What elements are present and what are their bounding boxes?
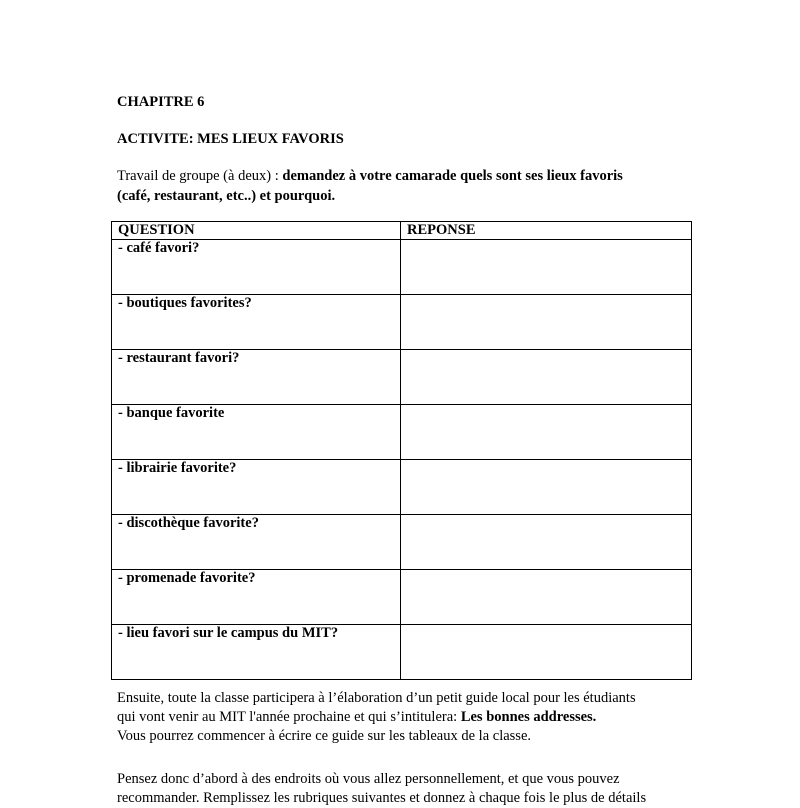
question-answer-table xyxy=(111,221,692,680)
table-row xyxy=(112,570,692,625)
guide-title: Les bonnes addresses. xyxy=(460,709,597,725)
answer-cell[interactable] xyxy=(401,405,692,460)
table-row xyxy=(112,625,692,680)
question-cell: - restaurant favori? xyxy=(112,350,401,405)
activity-title: ACTIVITE: MES LIEUX FAVORIS xyxy=(117,131,344,147)
recommend-paragraph xyxy=(117,770,757,808)
question-cell: - librairie favorite? xyxy=(112,460,401,515)
guide-line-1: Ensuite, toute la classe participera à l’élaboration d’un petit guide local pour les étudiants xyxy=(117,690,636,706)
recommend-line-2: recommander. Remplissez les rubriques suivantes et donnez à chaque fois le plus de détails xyxy=(117,790,647,806)
instructions-plain: Travail de groupe (à deux) : xyxy=(117,168,283,184)
answer-cell[interactable] xyxy=(401,570,692,625)
table-row xyxy=(112,515,692,570)
table-header-row xyxy=(112,222,692,240)
instructions-bold-2: (café, restaurant, etc..) et pourquoi. xyxy=(117,188,336,204)
answer-column-header: REPONSE xyxy=(401,222,692,240)
table-row xyxy=(112,350,692,405)
table-row xyxy=(112,460,692,515)
recommend-line-1: Pensez donc d’abord à des endroits où vous allez personnellement, et que vous pouvez xyxy=(117,771,620,787)
chapter-heading: CHAPITRE 6 xyxy=(117,94,205,110)
question-column-header: QUESTION xyxy=(112,222,401,240)
answer-cell[interactable] xyxy=(401,350,692,405)
answer-cell[interactable] xyxy=(401,625,692,680)
question-cell: - lieu favori sur le campus du MIT? xyxy=(112,625,401,680)
answer-cell[interactable] xyxy=(401,515,692,570)
table-row xyxy=(112,405,692,460)
instructions-bold-1: demandez à votre camarade quels sont ses lieux favoris xyxy=(282,168,623,184)
question-cell: - discothèque favorite? xyxy=(112,515,401,570)
guide-paragraph xyxy=(117,689,737,746)
guide-line-3: Vous pourrez commencer à écrire ce guide sur les tableaux de la classe. xyxy=(117,728,532,744)
question-cell: - boutiques favorites? xyxy=(112,295,401,350)
table-row xyxy=(112,295,692,350)
answer-cell[interactable] xyxy=(401,240,692,295)
guide-line-2: qui vont venir au MIT l'année prochaine et qui s’intitulera: xyxy=(117,709,461,725)
question-cell: - banque favorite xyxy=(112,405,401,460)
instructions xyxy=(117,166,717,206)
question-cell: - promenade favorite? xyxy=(112,570,401,625)
answer-cell[interactable] xyxy=(401,460,692,515)
answer-cell[interactable] xyxy=(401,295,692,350)
table-row xyxy=(112,240,692,295)
question-cell: - café favori? xyxy=(112,240,401,295)
